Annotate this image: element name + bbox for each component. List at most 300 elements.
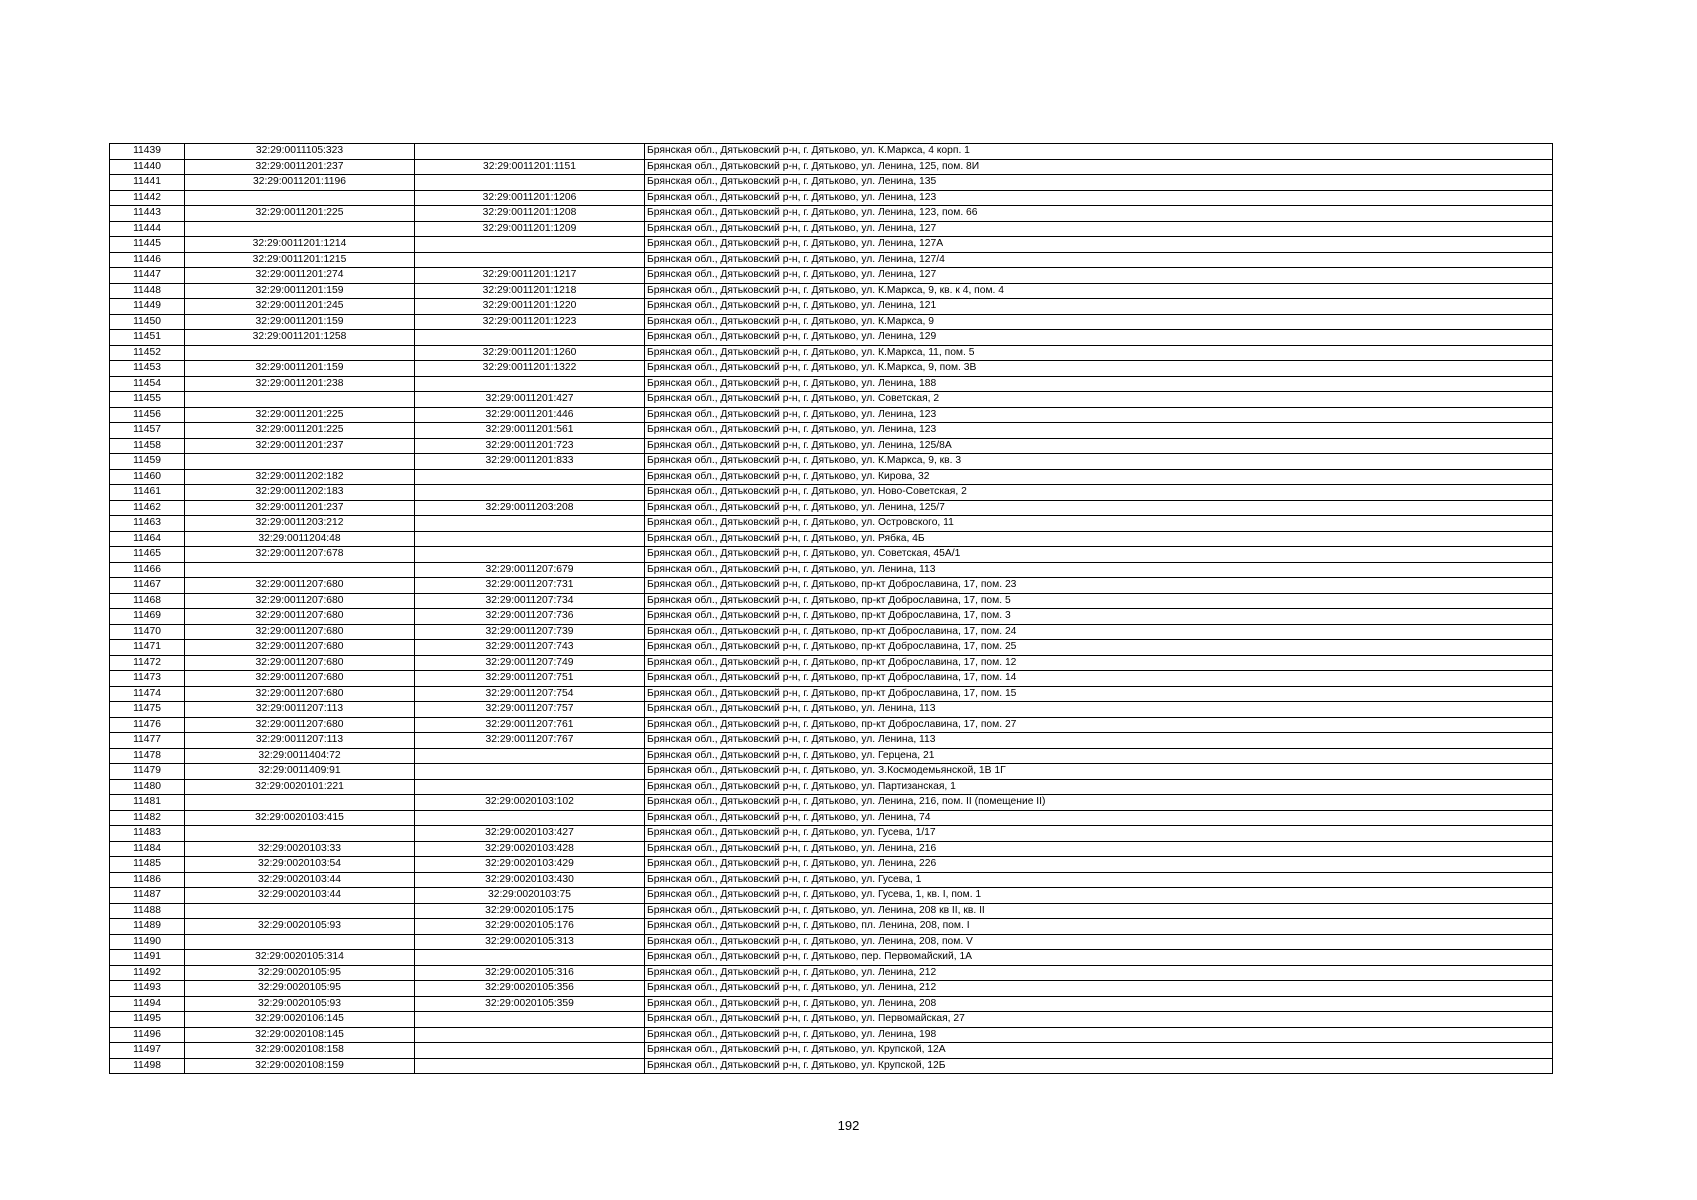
cadastral-number-cell: 32:29:0011201:225 — [185, 423, 415, 439]
address-cell: Брянская обл., Дятьковский р-н, г. Дятьково, ул. Ленина, 198 — [645, 1027, 1553, 1043]
object-number-cell: 32:29:0011207:754 — [415, 686, 645, 702]
table-row — [110, 562, 1553, 578]
object-number-cell: 32:29:0020103:430 — [415, 872, 645, 888]
address-cell: Брянская обл., Дятьковский р-н, г. Дятьково, ул. Островского, 11 — [645, 516, 1553, 532]
table-row — [110, 655, 1553, 671]
table-row — [110, 810, 1553, 826]
table-row — [110, 996, 1553, 1012]
address-cell: Брянская обл., Дятьковский р-н, г. Дятьково, ул. З.Космодемьянской, 1В 1Г — [645, 764, 1553, 780]
cadastral-number-cell: 32:29:0011105:323 — [185, 144, 415, 160]
page-number: 192 — [837, 1118, 860, 1133]
object-number-cell: 32:29:0011201:1208 — [415, 206, 645, 222]
object-number-cell — [415, 469, 645, 485]
address-cell: Брянская обл., Дятьковский р-н, г. Дятьково, ул. Ленина, 208 — [645, 996, 1553, 1012]
row-number-cell: 11460 — [110, 469, 185, 485]
table-row — [110, 190, 1553, 206]
table-row — [110, 950, 1553, 966]
table-row — [110, 500, 1553, 516]
address-cell: Брянская обл., Дятьковский р-н, г. Дятьково, ул. Ленина, 188 — [645, 376, 1553, 392]
cadastral-number-cell — [185, 795, 415, 811]
cadastral-number-cell: 32:29:0011207:680 — [185, 578, 415, 594]
row-number-cell: 11439 — [110, 144, 185, 160]
cadastral-number-cell: 32:29:0020108:145 — [185, 1027, 415, 1043]
cadastral-number-cell — [185, 454, 415, 470]
cadastral-number-cell: 32:29:0020103:54 — [185, 857, 415, 873]
address-cell: Брянская обл., Дятьковский р-н, г. Дятьково, ул. Ленина, 125/7 — [645, 500, 1553, 516]
address-cell: Брянская обл., Дятьковский р-н, г. Дятьково, ул. Ленина, 123, пом. 66 — [645, 206, 1553, 222]
table-row — [110, 469, 1553, 485]
object-number-cell: 32:29:0011207:767 — [415, 733, 645, 749]
row-number-cell: 11482 — [110, 810, 185, 826]
address-cell: Брянская обл., Дятьковский р-н, г. Дятьково, ул. Ленина, 113 — [645, 733, 1553, 749]
object-number-cell: 32:29:0011207:731 — [415, 578, 645, 594]
cadastral-number-cell: 32:29:0011201:159 — [185, 361, 415, 377]
object-number-cell: 32:29:0011207:751 — [415, 671, 645, 687]
cadastral-number-cell: 32:29:0011207:680 — [185, 686, 415, 702]
cadastral-number-cell: 32:29:0011207:113 — [185, 733, 415, 749]
object-number-cell: 32:29:0011201:1209 — [415, 221, 645, 237]
object-number-cell: 32:29:0020105:359 — [415, 996, 645, 1012]
row-number-cell: 11452 — [110, 345, 185, 361]
object-number-cell: 32:29:0011201:1260 — [415, 345, 645, 361]
object-number-cell: 32:29:0011201:446 — [415, 407, 645, 423]
row-number-cell: 11471 — [110, 640, 185, 656]
cadastral-number-cell: 32:29:0011207:680 — [185, 717, 415, 733]
row-number-cell: 11498 — [110, 1058, 185, 1074]
address-cell: Брянская обл., Дятьковский р-н, г. Дятьково, ул. Ленина, 123 — [645, 190, 1553, 206]
cadastral-number-cell — [185, 562, 415, 578]
object-number-cell: 32:29:0011201:1206 — [415, 190, 645, 206]
cadastral-number-cell: 32:29:0011207:678 — [185, 547, 415, 563]
table-row — [110, 578, 1553, 594]
cadastral-number-cell: 32:29:0011201:1258 — [185, 330, 415, 346]
table-row — [110, 795, 1553, 811]
row-number-cell: 11450 — [110, 314, 185, 330]
cadastral-number-cell — [185, 221, 415, 237]
row-number-cell: 11451 — [110, 330, 185, 346]
row-number-cell: 11486 — [110, 872, 185, 888]
table-row — [110, 609, 1553, 625]
table-row — [110, 299, 1553, 315]
row-number-cell: 11442 — [110, 190, 185, 206]
address-cell: Брянская обл., Дятьковский р-н, г. Дятьково, ул. Партизанская, 1 — [645, 779, 1553, 795]
object-number-cell — [415, 810, 645, 826]
row-number-cell: 11468 — [110, 593, 185, 609]
address-cell: Брянская обл., Дятьковский р-н, г. Дятьково, ул. Крупской, 12А — [645, 1043, 1553, 1059]
table-row — [110, 345, 1553, 361]
object-number-cell — [415, 1012, 645, 1028]
address-cell: Брянская обл., Дятьковский р-н, г. Дятьково, пр-кт Доброславина, 17, пом. 15 — [645, 686, 1553, 702]
cadastral-number-cell: 32:29:0020101:221 — [185, 779, 415, 795]
cadastral-number-cell: 32:29:0011207:680 — [185, 655, 415, 671]
row-number-cell: 11490 — [110, 934, 185, 950]
cadastral-number-cell — [185, 903, 415, 919]
table-row — [110, 438, 1553, 454]
table-row — [110, 314, 1553, 330]
object-number-cell: 32:29:0011201:1322 — [415, 361, 645, 377]
table-row — [110, 1027, 1553, 1043]
row-number-cell: 11463 — [110, 516, 185, 532]
row-number-cell: 11473 — [110, 671, 185, 687]
row-number-cell: 11466 — [110, 562, 185, 578]
object-number-cell: 32:29:0011201:1220 — [415, 299, 645, 315]
table-row — [110, 826, 1553, 842]
cadastral-number-cell: 32:29:0011207:680 — [185, 640, 415, 656]
object-number-cell: 32:29:0011201:723 — [415, 438, 645, 454]
table-row — [110, 671, 1553, 687]
table-row — [110, 252, 1553, 268]
object-number-cell: 32:29:0011207:757 — [415, 702, 645, 718]
row-number-cell: 11459 — [110, 454, 185, 470]
address-cell: Брянская обл., Дятьковский р-н, г. Дятьково, пр-кт Доброславина, 17, пом. 25 — [645, 640, 1553, 656]
object-number-cell: 32:29:0011203:208 — [415, 500, 645, 516]
cadastral-number-cell: 32:29:0011207:680 — [185, 593, 415, 609]
object-number-cell: 32:29:0020103:75 — [415, 888, 645, 904]
row-number-cell: 11472 — [110, 655, 185, 671]
object-number-cell — [415, 950, 645, 966]
address-cell: Брянская обл., Дятьковский р-н, г. Дятьково, ул. Ленина, 113 — [645, 562, 1553, 578]
row-number-cell: 11458 — [110, 438, 185, 454]
address-cell: Брянская обл., Дятьковский р-н, г. Дятьково, ул. К.Маркса, 9, кв. 3 — [645, 454, 1553, 470]
object-number-cell — [415, 144, 645, 160]
address-cell: Брянская обл., Дятьковский р-н, г. Дятьково, ул. Советская, 45А/1 — [645, 547, 1553, 563]
object-number-cell: 32:29:0011207:734 — [415, 593, 645, 609]
cadastral-number-cell — [185, 190, 415, 206]
cadastral-number-cell: 32:29:0020105:93 — [185, 996, 415, 1012]
address-cell: Брянская обл., Дятьковский р-н, г. Дятьково, пер. Первомайский, 1А — [645, 950, 1553, 966]
cadastral-number-cell: 32:29:0011201:1214 — [185, 237, 415, 253]
address-cell: Брянская обл., Дятьковский р-н, г. Дятьково, пр-кт Доброславина, 17, пом. 12 — [645, 655, 1553, 671]
address-cell: Брянская обл., Дятьковский р-н, г. Дятьково, ул. Гусева, 1/17 — [645, 826, 1553, 842]
row-number-cell: 11461 — [110, 485, 185, 501]
table-row — [110, 624, 1553, 640]
row-number-cell: 11454 — [110, 376, 185, 392]
address-cell: Брянская обл., Дятьковский р-н, г. Дятьково, ул. К.Маркса, 9, пом. 3В — [645, 361, 1553, 377]
row-number-cell: 11457 — [110, 423, 185, 439]
address-cell: Брянская обл., Дятьковский р-н, г. Дятьково, ул. Советская, 2 — [645, 392, 1553, 408]
row-number-cell: 11440 — [110, 159, 185, 175]
row-number-cell: 11488 — [110, 903, 185, 919]
row-number-cell: 11462 — [110, 500, 185, 516]
row-number-cell: 11476 — [110, 717, 185, 733]
row-number-cell: 11496 — [110, 1027, 185, 1043]
cadastral-number-cell: 32:29:0011201:237 — [185, 438, 415, 454]
row-number-cell: 11445 — [110, 237, 185, 253]
cadastral-number-cell: 32:29:0020103:415 — [185, 810, 415, 826]
cadastral-number-cell: 32:29:0011201:159 — [185, 314, 415, 330]
row-number-cell: 11494 — [110, 996, 185, 1012]
object-number-cell: 32:29:0011207:761 — [415, 717, 645, 733]
table-row — [110, 376, 1553, 392]
object-number-cell — [415, 330, 645, 346]
cadastral-number-cell: 32:29:0020106:145 — [185, 1012, 415, 1028]
cadastral-number-cell — [185, 826, 415, 842]
cadastral-number-cell: 32:29:0011201:1215 — [185, 252, 415, 268]
address-cell: Брянская обл., Дятьковский р-н, г. Дятьково, ул. К.Маркса, 9, кв. к 4, пом. 4 — [645, 283, 1553, 299]
address-cell: Брянская обл., Дятьковский р-н, г. Дятьково, ул. Рябка, 4Б — [645, 531, 1553, 547]
table-row — [110, 965, 1553, 981]
address-cell: Брянская обл., Дятьковский р-н, г. Дятьково, ул. Гусева, 1, кв. I, пом. 1 — [645, 888, 1553, 904]
address-cell: Брянская обл., Дятьковский р-н, г. Дятьково, ул. К.Маркса, 11, пом. 5 — [645, 345, 1553, 361]
row-number-cell: 11469 — [110, 609, 185, 625]
table-row — [110, 981, 1553, 997]
object-number-cell: 32:29:0020103:429 — [415, 857, 645, 873]
cadastral-number-cell: 32:29:0011201:237 — [185, 159, 415, 175]
address-cell: Брянская обл., Дятьковский р-н, г. Дятьково, ул. К.Маркса, 4 корп. 1 — [645, 144, 1553, 160]
object-number-cell — [415, 376, 645, 392]
address-cell: Брянская обл., Дятьковский р-н, г. Дятьково, ул. Герцена, 21 — [645, 748, 1553, 764]
object-number-cell — [415, 252, 645, 268]
table-row — [110, 206, 1553, 222]
cadastral-number-cell — [185, 345, 415, 361]
address-cell: Брянская обл., Дятьковский р-н, г. Дятьково, пр-кт Доброславина, 17, пом. 24 — [645, 624, 1553, 640]
row-number-cell: 11492 — [110, 965, 185, 981]
row-number-cell: 11483 — [110, 826, 185, 842]
object-number-cell: 32:29:0011201:1151 — [415, 159, 645, 175]
address-cell: Брянская обл., Дятьковский р-н, г. Дятьково, пр-кт Доброславина, 17, пом. 23 — [645, 578, 1553, 594]
address-cell: Брянская обл., Дятьковский р-н, г. Дятьково, ул. Гусева, 1 — [645, 872, 1553, 888]
table-row — [110, 888, 1553, 904]
object-number-cell: 32:29:0011201:427 — [415, 392, 645, 408]
cadastral-number-cell: 32:29:0011201:225 — [185, 206, 415, 222]
row-number-cell: 11455 — [110, 392, 185, 408]
address-cell: Брянская обл., Дятьковский р-н, г. Дятьково, ул. Ленина, 125, пом. 8И — [645, 159, 1553, 175]
cadastral-number-cell: 32:29:0011201:237 — [185, 500, 415, 516]
row-number-cell: 11484 — [110, 841, 185, 857]
table-row — [110, 423, 1553, 439]
row-number-cell: 11465 — [110, 547, 185, 563]
table-row — [110, 1012, 1553, 1028]
object-number-cell: 32:29:0020105:176 — [415, 919, 645, 935]
table-row — [110, 283, 1553, 299]
table-row — [110, 1043, 1553, 1059]
address-cell: Брянская обл., Дятьковский р-н, г. Дятьково, ул. К.Маркса, 9 — [645, 314, 1553, 330]
table-row — [110, 237, 1553, 253]
cadastral-number-cell: 32:29:0011201:159 — [185, 283, 415, 299]
row-number-cell: 11480 — [110, 779, 185, 795]
cadastral-number-cell: 32:29:0011202:183 — [185, 485, 415, 501]
object-number-cell — [415, 764, 645, 780]
address-cell: Брянская обл., Дятьковский р-н, г. Дятьково, ул. Ленина, 216, пом. II (помещение II) — [645, 795, 1553, 811]
cadastral-number-cell: 32:29:0011201:274 — [185, 268, 415, 284]
table-row — [110, 531, 1553, 547]
address-cell: Брянская обл., Дятьковский р-н, г. Дятьково, ул. Ново-Советская, 2 — [645, 485, 1553, 501]
address-cell: Брянская обл., Дятьковский р-н, г. Дятьково, ул. Ленина, 226 — [645, 857, 1553, 873]
address-cell: Брянская обл., Дятьковский р-н, г. Дятьково, ул. Ленина, 135 — [645, 175, 1553, 191]
row-number-cell: 11449 — [110, 299, 185, 315]
address-cell: Брянская обл., Дятьковский р-н, г. Дятьково, ул. Ленина, 208 кв II, кв. II — [645, 903, 1553, 919]
cadastral-number-cell: 32:29:0011202:182 — [185, 469, 415, 485]
table-row — [110, 841, 1553, 857]
row-number-cell: 11464 — [110, 531, 185, 547]
table-row — [110, 268, 1553, 284]
cadastral-number-cell: 32:29:0020105:93 — [185, 919, 415, 935]
address-cell: Брянская обл., Дятьковский р-н, г. Дятьково, ул. Ленина, 212 — [645, 981, 1553, 997]
table-row — [110, 361, 1553, 377]
row-number-cell: 11491 — [110, 950, 185, 966]
object-number-cell — [415, 1058, 645, 1074]
table-row — [110, 686, 1553, 702]
row-number-cell: 11489 — [110, 919, 185, 935]
cadastral-number-cell: 32:29:0020108:158 — [185, 1043, 415, 1059]
table-row — [110, 919, 1553, 935]
object-number-cell: 32:29:0020103:428 — [415, 841, 645, 857]
object-number-cell — [415, 547, 645, 563]
table-row — [110, 857, 1553, 873]
address-cell: Брянская обл., Дятьковский р-н, г. Дятьково, ул. Крупской, 12Б — [645, 1058, 1553, 1074]
table-row — [110, 392, 1553, 408]
object-number-cell — [415, 1027, 645, 1043]
object-number-cell: 32:29:0011201:561 — [415, 423, 645, 439]
table-row — [110, 593, 1553, 609]
cadastral-number-cell: 32:29:0020103:33 — [185, 841, 415, 857]
cadastral-number-cell — [185, 934, 415, 950]
object-number-cell — [415, 485, 645, 501]
table-row — [110, 547, 1553, 563]
object-number-cell: 32:29:0020105:175 — [415, 903, 645, 919]
object-number-cell: 32:29:0011201:1223 — [415, 314, 645, 330]
row-number-cell: 11447 — [110, 268, 185, 284]
address-cell: Брянская обл., Дятьковский р-н, г. Дятьково, ул. Ленина, 127/4 — [645, 252, 1553, 268]
cadastral-number-cell: 32:29:0011409:91 — [185, 764, 415, 780]
row-number-cell: 11487 — [110, 888, 185, 904]
row-number-cell: 11470 — [110, 624, 185, 640]
row-number-cell: 11453 — [110, 361, 185, 377]
cadastral-number-cell: 32:29:0011207:680 — [185, 609, 415, 625]
cadastral-number-cell: 32:29:0011203:212 — [185, 516, 415, 532]
row-number-cell: 11448 — [110, 283, 185, 299]
address-cell: Брянская обл., Дятьковский р-н, г. Дятьково, ул. Ленина, 113 — [645, 702, 1553, 718]
address-cell: Брянская обл., Дятьковский р-н, г. Дятьково, ул. Ленина, 208, пом. V — [645, 934, 1553, 950]
object-number-cell: 32:29:0020103:427 — [415, 826, 645, 842]
object-number-cell: 32:29:0020105:356 — [415, 981, 645, 997]
table-row — [110, 407, 1553, 423]
table-row — [110, 733, 1553, 749]
table-row — [110, 1058, 1553, 1074]
table-row — [110, 485, 1553, 501]
address-cell: Брянская обл., Дятьковский р-н, г. Дятьково, пр-кт Доброславина, 17, пом. 14 — [645, 671, 1553, 687]
address-cell: Брянская обл., Дятьковский р-н, г. Дятьково, ул. Ленина, 216 — [645, 841, 1553, 857]
table-row — [110, 934, 1553, 950]
table-row — [110, 717, 1553, 733]
object-number-cell: 32:29:0020103:102 — [415, 795, 645, 811]
cadastral-number-cell: 32:29:0011201:1196 — [185, 175, 415, 191]
table-row — [110, 872, 1553, 888]
address-cell: Брянская обл., Дятьковский р-н, г. Дятьково, ул. Ленина, 127А — [645, 237, 1553, 253]
object-number-cell — [415, 175, 645, 191]
cadastral-number-cell: 32:29:0020103:44 — [185, 888, 415, 904]
row-number-cell: 11479 — [110, 764, 185, 780]
object-number-cell: 32:29:0020105:313 — [415, 934, 645, 950]
address-cell: Брянская обл., Дятьковский р-н, г. Дятьково, ул. Первомайская, 27 — [645, 1012, 1553, 1028]
row-number-cell: 11446 — [110, 252, 185, 268]
cadastral-number-cell: 32:29:0020103:44 — [185, 872, 415, 888]
table-row — [110, 454, 1553, 470]
table-row — [110, 175, 1553, 191]
table-row — [110, 764, 1553, 780]
cadastral-number-cell: 32:29:0011204:48 — [185, 531, 415, 547]
object-number-cell — [415, 779, 645, 795]
cadastral-number-cell: 32:29:0011201:238 — [185, 376, 415, 392]
row-number-cell: 11444 — [110, 221, 185, 237]
object-number-cell: 32:29:0011207:736 — [415, 609, 645, 625]
table-row — [110, 516, 1553, 532]
cadastral-number-cell: 32:29:0011404:72 — [185, 748, 415, 764]
object-number-cell: 32:29:0011201:833 — [415, 454, 645, 470]
row-number-cell: 11474 — [110, 686, 185, 702]
address-cell: Брянская обл., Дятьковский р-н, г. Дятьково, ул. Ленина, 125/8А — [645, 438, 1553, 454]
cadastral-number-cell: 32:29:0020105:95 — [185, 981, 415, 997]
object-number-cell: 32:29:0011201:1218 — [415, 283, 645, 299]
address-cell: Брянская обл., Дятьковский р-н, г. Дятьково, ул. Ленина, 127 — [645, 268, 1553, 284]
table-row — [110, 144, 1553, 160]
object-number-cell — [415, 516, 645, 532]
table-row — [110, 159, 1553, 175]
object-number-cell — [415, 1043, 645, 1059]
address-cell: Брянская обл., Дятьковский р-н, г. Дятьково, пр-кт Доброславина, 17, пом. 5 — [645, 593, 1553, 609]
table-row — [110, 903, 1553, 919]
row-number-cell: 11493 — [110, 981, 185, 997]
table-row — [110, 748, 1553, 764]
row-number-cell: 11467 — [110, 578, 185, 594]
address-cell: Брянская обл., Дятьковский р-н, г. Дятьково, ул. Ленина, 121 — [645, 299, 1553, 315]
object-number-cell: 32:29:0011207:679 — [415, 562, 645, 578]
address-cell: Брянская обл., Дятьковский р-н, г. Дятьково, ул. Ленина, 129 — [645, 330, 1553, 346]
row-number-cell: 11478 — [110, 748, 185, 764]
records-table — [109, 143, 1553, 1074]
cadastral-number-cell: 32:29:0020105:95 — [185, 965, 415, 981]
row-number-cell: 11475 — [110, 702, 185, 718]
object-number-cell — [415, 237, 645, 253]
cadastral-number-cell: 32:29:0011201:225 — [185, 407, 415, 423]
records-table-body — [110, 144, 1553, 1074]
cadastral-number-cell: 32:29:0011207:680 — [185, 624, 415, 640]
table-row — [110, 221, 1553, 237]
object-number-cell: 32:29:0011207:743 — [415, 640, 645, 656]
cadastral-number-cell — [185, 392, 415, 408]
row-number-cell: 11495 — [110, 1012, 185, 1028]
row-number-cell: 11441 — [110, 175, 185, 191]
address-cell: Брянская обл., Дятьковский р-н, г. Дятьково, пл. Ленина, 208, пом. I — [645, 919, 1553, 935]
address-cell: Брянская обл., Дятьковский р-н, г. Дятьково, ул. Ленина, 123 — [645, 423, 1553, 439]
address-cell: Брянская обл., Дятьковский р-н, г. Дятьково, пр-кт Доброславина, 17, пом. 27 — [645, 717, 1553, 733]
address-cell: Брянская обл., Дятьковский р-н, г. Дятьково, ул. Ленина, 127 — [645, 221, 1553, 237]
table-row — [110, 779, 1553, 795]
table-row — [110, 702, 1553, 718]
table-row — [110, 640, 1553, 656]
object-number-cell: 32:29:0011207:739 — [415, 624, 645, 640]
address-cell: Брянская обл., Дятьковский р-н, г. Дятьково, ул. Ленина, 212 — [645, 965, 1553, 981]
row-number-cell: 11477 — [110, 733, 185, 749]
row-number-cell: 11481 — [110, 795, 185, 811]
object-number-cell: 32:29:0020105:316 — [415, 965, 645, 981]
address-cell: Брянская обл., Дятьковский р-н, г. Дятьково, ул. Кирова, 32 — [645, 469, 1553, 485]
address-cell: Брянская обл., Дятьковский р-н, г. Дятьково, ул. Ленина, 74 — [645, 810, 1553, 826]
cadastral-number-cell: 32:29:0011207:680 — [185, 671, 415, 687]
object-number-cell — [415, 531, 645, 547]
cadastral-number-cell: 32:29:0011201:245 — [185, 299, 415, 315]
address-cell: Брянская обл., Дятьковский р-н, г. Дятьково, ул. Ленина, 123 — [645, 407, 1553, 423]
address-cell: Брянская обл., Дятьковский р-н, г. Дятьково, пр-кт Доброславина, 17, пом. 3 — [645, 609, 1553, 625]
object-number-cell: 32:29:0011207:749 — [415, 655, 645, 671]
row-number-cell: 11443 — [110, 206, 185, 222]
table-row — [110, 330, 1553, 346]
cadastral-number-cell: 32:29:0020108:159 — [185, 1058, 415, 1074]
object-number-cell — [415, 748, 645, 764]
row-number-cell: 11485 — [110, 857, 185, 873]
row-number-cell: 11456 — [110, 407, 185, 423]
cadastral-number-cell: 32:29:0011207:113 — [185, 702, 415, 718]
